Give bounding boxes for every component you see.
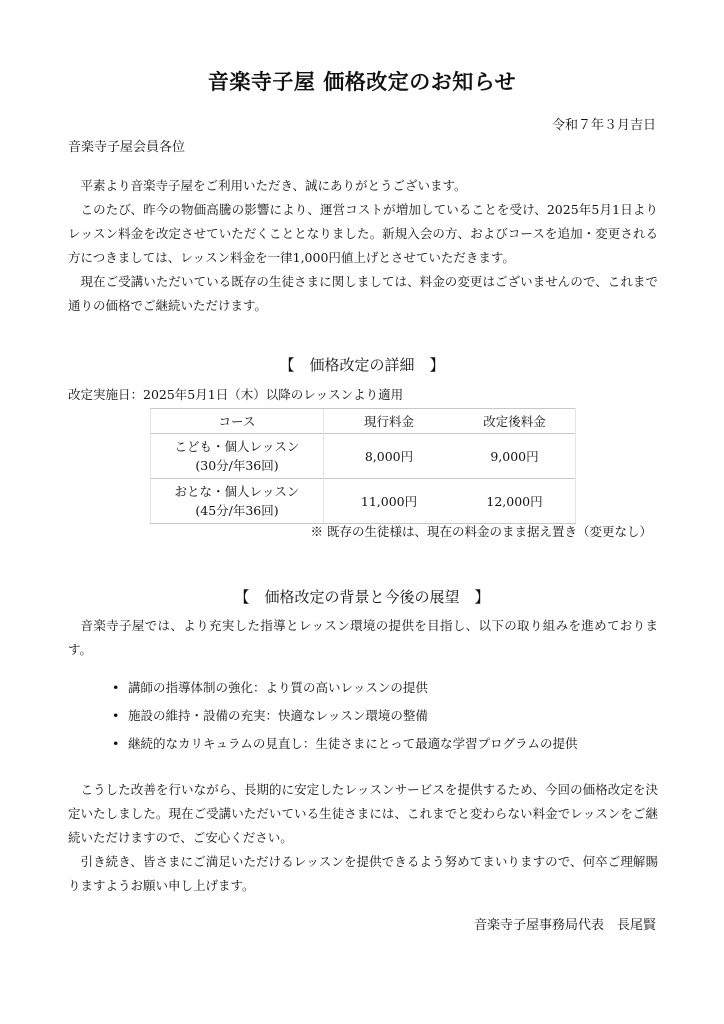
list-item-text: 施設の維持・設備の充実：快適なレッスン環境の整備 [128, 708, 428, 723]
new-price-cell: 9,000円 [454, 434, 576, 479]
intro-paragraph-1: 平素より音楽寺子屋をご利用いただき、誠にありがとうございます。 [80, 178, 467, 193]
course-detail: (45分/年36回) [195, 503, 279, 518]
table-note: ※ 既存の生徒様は、現在の料金のまま据え置き（変更なし） [310, 524, 652, 539]
list-item-text: 講師の指導体制の強化：より質の高いレッスンの提供 [128, 680, 428, 695]
current-price-cell: 11,000円 [324, 479, 455, 524]
column-header-course: コース [151, 409, 324, 434]
column-header-current-price: 現行料金 [324, 409, 455, 434]
list-item [100, 676, 578, 704]
course-name: こども・個人レッスン [174, 439, 300, 454]
table-row [151, 479, 576, 524]
closing-paragraph-2: 引き続き、皆さまにご満足いただけるレッスンを提供できるよう努めてまいりますので、何卒ご理解賜りますようお願い申し上げます。 [68, 854, 658, 893]
column-header-new-price: 改定後料金 [454, 409, 576, 434]
list-item-text: 継続的なカリキュラムの見直し：生徒さまにとって最適な学習プログラムの提供 [128, 736, 578, 751]
closing-paragraph-1: こうした改善を行いながら、長期的に安定したレッスンサービスを提供するため、今回の価格改定を決定いたしました。現在ご受講いただいている生徒さまには、これまでと変わらない料金でレッスンをご継続いただけますので、ご安心ください。 [68, 782, 658, 845]
course-detail: (30分/年36回) [195, 458, 279, 473]
intro-paragraph-2: このたび、昨今の物価高騰の影響により、運営コストが増加していることを受け、2025年5月1日よりレッスン料金を改定させていただくこととなりました。新規入会の方、およびコースを追加・変更される方につきましては、レッスン料金を一律1,000円値上げとさせていただきます。 [68, 202, 658, 265]
course-cell [151, 479, 324, 524]
addressee: 音楽寺子屋会員各位 [68, 140, 186, 155]
intro-paragraph-3: 現在ご受講いただいている既存の生徒さまに関しましては、料金の変更はございませんので、これまで通りの価格でご継続いただけます。 [68, 274, 658, 313]
issue-date: 令和７年３月吉日 [551, 118, 656, 133]
bullet-icon: • [112, 680, 120, 695]
section-heading-background: 【 価格改定の背景と今後の展望 】 [234, 588, 490, 606]
signature: 音楽寺子屋事務局代表 長尾賢 [473, 918, 656, 933]
measures-list [100, 676, 578, 760]
list-item [100, 732, 578, 760]
section-heading-details: 【 価格改定の詳細 】 [279, 356, 445, 374]
list-item [100, 704, 578, 732]
table-row [151, 434, 576, 479]
implementation-date: 改定実施日：2025年5月1日（木）以降のレッスンより適用 [68, 387, 404, 402]
new-price-cell: 12,000円 [454, 479, 576, 524]
course-cell [151, 434, 324, 479]
course-name: おとな・個人レッスン [174, 484, 300, 499]
current-price-cell: 8,000円 [324, 434, 455, 479]
table-header-row [151, 409, 576, 434]
bullet-icon: • [112, 708, 120, 723]
page-title: 音楽寺子屋 価格改定のお知らせ [207, 69, 517, 94]
price-table [150, 408, 576, 524]
background-intro: 音楽寺子屋では、より充実した指導とレッスン環境の提供を目指し、以下の取り組みを進めております。 [68, 618, 658, 657]
bullet-icon: • [112, 736, 120, 751]
